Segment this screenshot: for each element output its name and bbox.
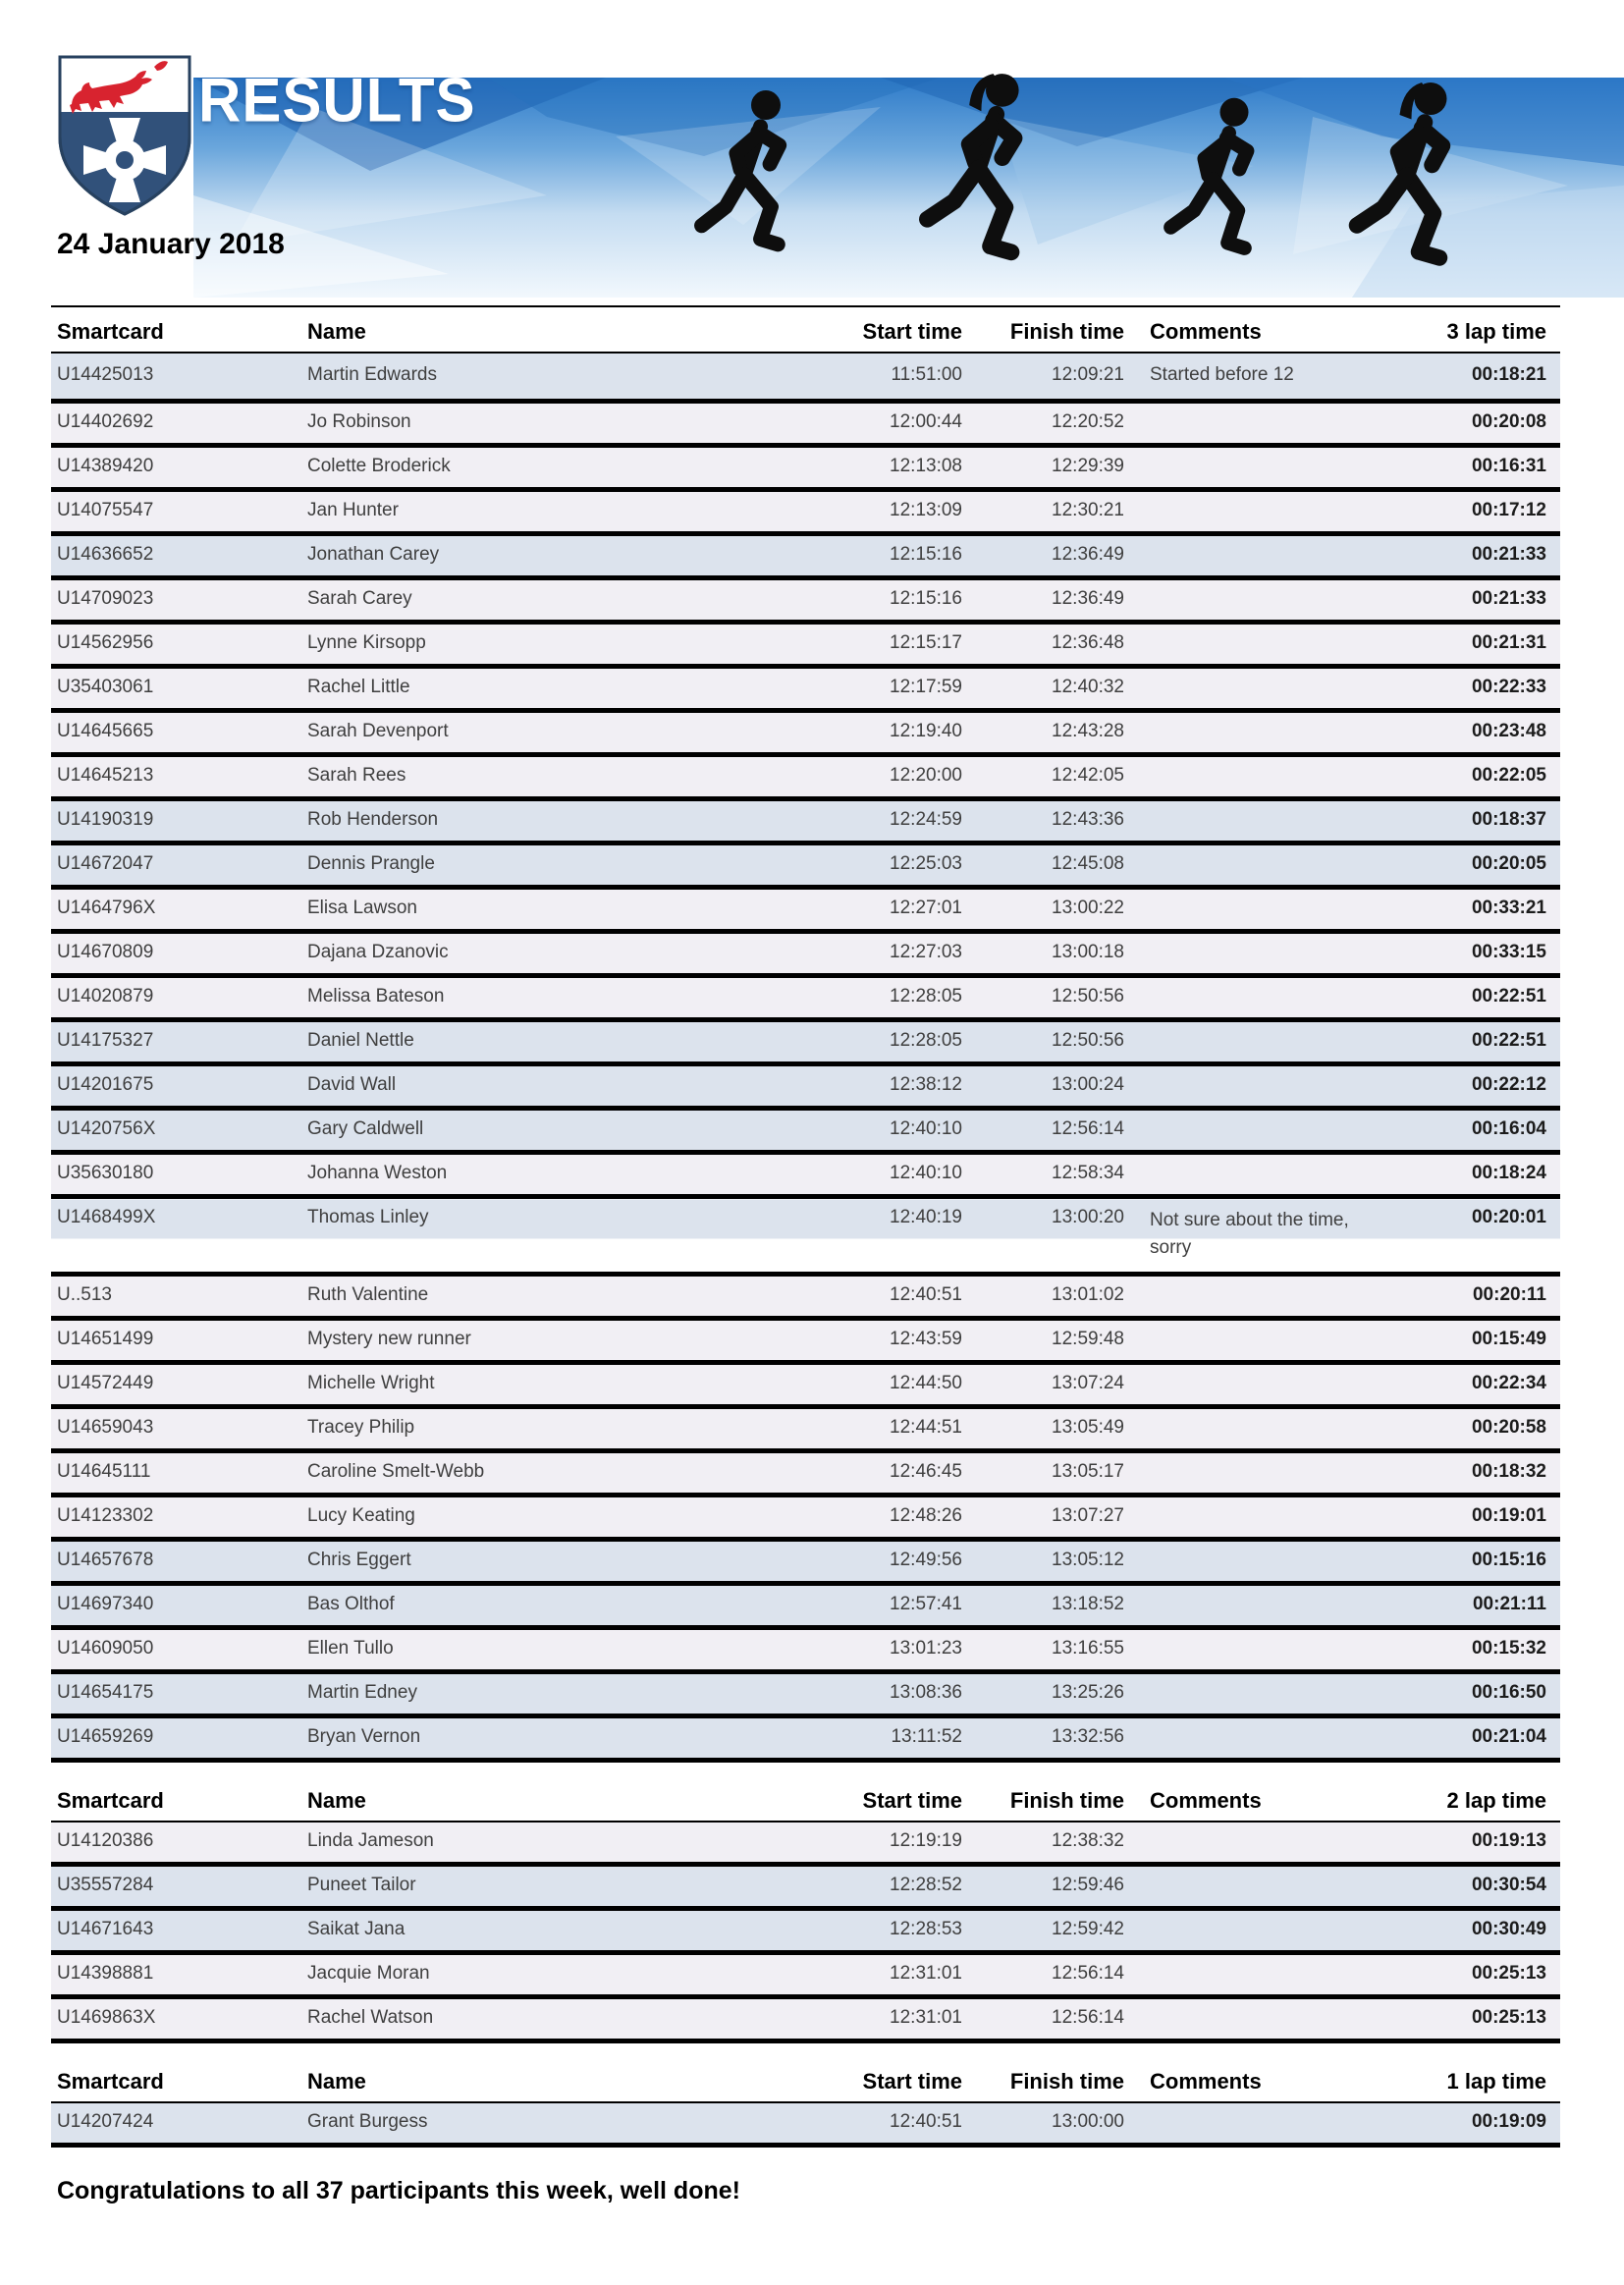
comment-cell: Not sure about the time, sorry: [1124, 1197, 1404, 1275]
finish-time-cell: 12:36:49: [1052, 544, 1124, 565]
start-time-cell: 12:38:12: [890, 1074, 962, 1095]
column-header: Comments: [1124, 306, 1404, 353]
finish-time-cell: 12:30:21: [1052, 500, 1124, 520]
lap-time-cell: 00:25:13: [1471, 1963, 1546, 1984]
start-time-cell: 12:44:50: [890, 1373, 962, 1393]
finish-time-cell: 12:43:36: [1052, 809, 1124, 830]
comment-cell: [1124, 1275, 1404, 1319]
lap-time-cell: 00:25:13: [1471, 2007, 1546, 2028]
table-header-row: [51, 2063, 1560, 2102]
lap-time-cell: 00:21:33: [1471, 588, 1546, 609]
lap-time-cell: 00:20:01: [1404, 1197, 1560, 1275]
table-row: [51, 799, 1560, 843]
comment-cell: [1124, 1363, 1404, 1407]
start-time-cell: 12:40:19: [842, 1197, 962, 1275]
lap-time-cell: 00:21:31: [1471, 632, 1546, 653]
table-row: [51, 1953, 1560, 1997]
page-title: RESULTS: [198, 66, 476, 136]
comment-cell: [1124, 1953, 1404, 1997]
name-cell: Daniel Nettle: [307, 1030, 414, 1051]
finish-time-cell: 13:16:55: [1052, 1638, 1124, 1659]
smartcard-cell: U14659043: [57, 1417, 154, 1438]
column-header: Finish time: [962, 1782, 1124, 1822]
name-cell: David Wall: [307, 1074, 397, 1095]
column-header: Smartcard: [51, 2063, 307, 2102]
finish-time-cell: 13:18:52: [1052, 1594, 1124, 1614]
name-cell: Sarah Carey: [307, 588, 412, 609]
lap-time-cell: 00:33:21: [1471, 898, 1546, 918]
lap-time-cell: 00:30:54: [1471, 1875, 1546, 1895]
finish-time-cell: 12:50:56: [1052, 1030, 1124, 1051]
start-time-cell: 12:19:40: [890, 721, 962, 741]
comment-cell: [1124, 1628, 1404, 1672]
start-time-cell: 12:49:56: [890, 1550, 962, 1570]
comment-cell: [1124, 1865, 1404, 1909]
start-time-cell: 12:15:16: [890, 544, 962, 565]
column-header: Start time: [842, 2063, 962, 2102]
name-cell: Jan Hunter: [307, 500, 399, 520]
table-row: [51, 1363, 1560, 1407]
lap-time-cell: 00:15:16: [1471, 1550, 1546, 1570]
lap-time-cell: 00:20:11: [1472, 1284, 1546, 1305]
table-row: [51, 1540, 1560, 1584]
congratulations-message: Congratulations to all 37 participants this week, well done!: [57, 2177, 740, 2204]
start-time-cell: 12:15:17: [890, 632, 962, 653]
name-cell: Linda Jameson: [307, 1830, 434, 1851]
column-header: Smartcard: [51, 1782, 307, 1822]
table-row: [51, 1451, 1560, 1496]
comment-cell: Started before 12: [1150, 364, 1294, 385]
comment-cell: [1124, 1020, 1404, 1064]
start-time-cell: 12:31:01: [890, 1963, 962, 1984]
finish-time-cell: 13:07:24: [1052, 1373, 1124, 1393]
name-cell: Jo Robinson: [307, 411, 411, 432]
finish-time-cell: 12:45:08: [1052, 853, 1124, 874]
table-row: [51, 1909, 1560, 1953]
finish-time-cell: 12:58:34: [1052, 1163, 1124, 1183]
smartcard-cell: U14402692: [57, 411, 154, 432]
start-time-cell: 12:13:09: [890, 500, 962, 520]
smartcard-cell: U14654175: [57, 1682, 154, 1703]
comment-cell: [1124, 534, 1404, 578]
comment-cell: [1124, 1109, 1404, 1153]
finish-time-cell: 12:29:39: [1052, 456, 1124, 476]
table-row: [51, 1407, 1560, 1451]
smartcard-cell: U14075547: [57, 500, 154, 520]
smartcard-cell: U14120386: [57, 1830, 154, 1851]
comment-cell: [1124, 711, 1404, 755]
smartcard-cell: U14207424: [57, 2111, 154, 2132]
finish-time-cell: 13:00:18: [1052, 942, 1124, 962]
finish-time-cell: 12:43:28: [1052, 721, 1124, 741]
smartcard-cell: U14697340: [57, 1594, 154, 1614]
column-header: Name: [307, 1782, 842, 1822]
table-row: [51, 1064, 1560, 1109]
comment-cell: [1124, 1584, 1404, 1628]
finish-time-cell: 13:25:26: [1052, 1682, 1124, 1703]
smartcard-cell: U14020879: [57, 986, 154, 1006]
name-cell: Ruth Valentine: [307, 1284, 429, 1305]
lap-time-cell: 00:20:08: [1471, 411, 1546, 432]
start-time-cell: 13:08:36: [890, 1682, 962, 1703]
table-row: [51, 843, 1560, 888]
comment-cell: [1124, 843, 1404, 888]
smartcard-cell: U..513: [57, 1284, 112, 1305]
finish-time-cell: 12:36:48: [1052, 632, 1124, 653]
table-row: [51, 888, 1560, 932]
table-row: [51, 1197, 1560, 1275]
table-row: [51, 1153, 1560, 1197]
finish-time-cell: 12:59:46: [1052, 1875, 1124, 1895]
column-header: Comments: [1124, 1782, 1404, 1822]
lap-time-cell: 00:18:21: [1471, 364, 1546, 385]
smartcard-cell: U14389420: [57, 456, 154, 476]
name-cell: Jonathan Carey: [307, 544, 440, 565]
finish-time-cell: 13:00:22: [1052, 898, 1124, 918]
start-time-cell: 12:31:01: [890, 2007, 962, 2028]
lap-time-cell: 00:18:24: [1471, 1163, 1546, 1183]
comment-cell: [1124, 623, 1404, 667]
comment-cell: [1124, 402, 1404, 446]
smartcard-cell: U14190319: [57, 809, 154, 830]
comment-cell: [1124, 1540, 1404, 1584]
table-row: [51, 446, 1560, 490]
name-cell: Rob Henderson: [307, 809, 439, 830]
smartcard-cell: U1464796X: [57, 898, 156, 918]
table-row: [51, 490, 1560, 534]
start-time-cell: 12:48:26: [890, 1505, 962, 1526]
lap-time-cell: 00:20:05: [1471, 853, 1546, 874]
column-header: Smartcard: [51, 306, 307, 353]
table-header-row: [51, 1782, 1560, 1822]
lap-time-cell: 00:18:37: [1471, 809, 1546, 830]
lap-time-column-header: 1 lap time: [1404, 2063, 1560, 2102]
name-cell: Jacquie Moran: [307, 1963, 430, 1984]
comment-cell: [1124, 755, 1404, 799]
lap-time-cell: 00:23:48: [1471, 721, 1546, 741]
name-cell: Bryan Vernon: [307, 1726, 421, 1747]
table-row: [51, 1672, 1560, 1716]
finish-time-cell: 12:40:32: [1052, 677, 1124, 697]
finish-time-cell: 13:07:27: [1052, 1505, 1124, 1526]
comment-cell: [1124, 932, 1404, 976]
lap-time-cell: 00:19:09: [1471, 2111, 1546, 2132]
name-cell: Dajana Dzanovic: [307, 942, 449, 962]
table-row: [51, 1020, 1560, 1064]
name-cell: Dennis Prangle: [307, 853, 435, 874]
lap-time-cell: 00:16:04: [1471, 1118, 1546, 1139]
comment-cell: [1124, 1064, 1404, 1109]
runner-icon: [903, 61, 1068, 297]
runner-icon: [1333, 69, 1495, 302]
comment-cell: [1124, 2102, 1404, 2146]
table-row: [51, 1496, 1560, 1540]
runner-icon: [1149, 90, 1291, 287]
lap-time-cell: 00:19:13: [1471, 1830, 1546, 1851]
smartcard-cell: U14572449: [57, 1373, 154, 1393]
lap-time-cell: 00:30:49: [1471, 1919, 1546, 1939]
smartcard-cell: U14425013: [57, 364, 154, 385]
start-time-cell: 12:40:51: [890, 2111, 962, 2132]
finish-time-cell: 13:05:12: [1052, 1550, 1124, 1570]
results-content: [51, 305, 1560, 2205]
lap-time-cell: 00:22:12: [1471, 1074, 1546, 1095]
lap-time-cell: 00:22:33: [1471, 677, 1546, 697]
start-time-cell: 12:20:00: [890, 765, 962, 786]
comment-cell: [1124, 446, 1404, 490]
start-time-cell: 12:25:03: [890, 853, 962, 874]
name-cell: Chris Eggert: [307, 1550, 411, 1570]
start-time-cell: 12:40:10: [890, 1118, 962, 1139]
name-cell: Gary Caldwell: [307, 1118, 424, 1139]
comment-cell: [1124, 1997, 1404, 2041]
start-time-cell: 12:27:03: [890, 942, 962, 962]
table-row: [51, 578, 1560, 623]
name-cell: Martin Edney: [307, 1682, 417, 1703]
name-cell: Lynne Kirsopp: [307, 632, 426, 653]
lap-time-cell: 00:33:15: [1471, 942, 1546, 962]
start-time-cell: 12:27:01: [890, 898, 962, 918]
comment-cell: [1124, 578, 1404, 623]
smartcard-cell: U35630180: [57, 1163, 154, 1183]
lap-time-cell: 00:19:01: [1471, 1505, 1546, 1526]
club-crest-icon: [56, 53, 193, 218]
results-table-2-lap: [51, 1782, 1560, 2043]
start-time-cell: 12:28:52: [890, 1875, 962, 1895]
smartcard-cell: U14645111: [57, 1461, 151, 1482]
smartcard-cell: U14123302: [57, 1505, 154, 1526]
lap-time-cell: 00:22:05: [1471, 765, 1546, 786]
lap-time-cell: 00:16:50: [1471, 1682, 1546, 1703]
smartcard-cell: U14672047: [57, 853, 154, 874]
column-header: Finish time: [962, 306, 1124, 353]
name-cell: Melissa Bateson: [307, 986, 445, 1006]
smartcard-cell: U14671643: [57, 1919, 154, 1939]
column-header: Start time: [842, 1782, 962, 1822]
column-header: Finish time: [962, 2063, 1124, 2102]
name-cell: Saikat Jana: [307, 1919, 406, 1939]
name-cell: Bas Olthof: [307, 1594, 395, 1614]
smartcard-cell: U35557284: [57, 1875, 154, 1895]
smartcard-cell: U14201675: [57, 1074, 154, 1095]
start-time-cell: 12:00:44: [890, 411, 962, 432]
smartcard-cell: U14175327: [57, 1030, 154, 1051]
results-table-1-lap: [51, 2063, 1560, 2148]
finish-time-cell: 12:59:48: [1052, 1329, 1124, 1349]
column-header: Start time: [842, 306, 962, 353]
finish-time-cell: 12:50:56: [1052, 986, 1124, 1006]
name-cell: Puneet Tailor: [307, 1875, 416, 1895]
lap-time-cell: 00:17:12: [1471, 500, 1546, 520]
name-cell: Michelle Wright: [307, 1373, 435, 1393]
table-row: [51, 932, 1560, 976]
lap-time-cell: 00:22:34: [1471, 1373, 1546, 1393]
finish-time-cell: 13:05:49: [1052, 1417, 1124, 1438]
comment-cell: [1124, 1496, 1404, 1540]
lap-time-cell: 00:15:32: [1471, 1638, 1546, 1659]
lap-time-cell: 00:21:11: [1472, 1594, 1546, 1614]
name-cell: Mystery new runner: [307, 1329, 471, 1349]
results-table-3-lap: [51, 305, 1560, 1763]
name-cell: Sarah Rees: [307, 765, 406, 786]
smartcard-cell: U14659269: [57, 1726, 154, 1747]
start-time-cell: 12:43:59: [890, 1329, 962, 1349]
start-time-cell: 12:44:51: [890, 1417, 962, 1438]
smartcard-cell: U14645213: [57, 765, 154, 786]
finish-time-cell: 13:05:17: [1052, 1461, 1124, 1482]
start-time-cell: 13:11:52: [891, 1726, 962, 1747]
lap-time-cell: 00:21:04: [1471, 1726, 1546, 1747]
name-cell: Ellen Tullo: [307, 1638, 394, 1659]
comment-cell: [1124, 1672, 1404, 1716]
comment-cell: [1124, 1822, 1404, 1865]
runner-icon: [677, 83, 825, 285]
name-cell: Johanna Weston: [307, 1163, 448, 1183]
smartcard-cell: U14657678: [57, 1550, 154, 1570]
comment-cell: [1124, 1451, 1404, 1496]
comment-cell: [1124, 976, 1404, 1020]
table-row: [51, 353, 1560, 402]
lap-time-cell: 00:18:32: [1471, 1461, 1546, 1482]
table-row: [51, 711, 1560, 755]
start-time-cell: 11:51:00: [891, 364, 962, 385]
smartcard-cell: U1468499X: [51, 1197, 307, 1275]
finish-time-cell: 12:20:52: [1052, 411, 1124, 432]
smartcard-cell: U14562956: [57, 632, 154, 653]
finish-time-cell: 12:59:42: [1052, 1919, 1124, 1939]
name-cell: Colette Broderick: [307, 456, 451, 476]
smartcard-cell: U14636652: [57, 544, 154, 565]
lap-time-column-header: 2 lap time: [1404, 1782, 1560, 1822]
finish-time-cell: 13:00:00: [1052, 2111, 1124, 2132]
start-time-cell: 12:57:41: [890, 1594, 962, 1614]
finish-time-cell: 13:32:56: [1052, 1726, 1124, 1747]
table-row: [51, 2102, 1560, 2146]
start-time-cell: 12:28:05: [890, 986, 962, 1006]
name-cell: Rachel Little: [307, 677, 410, 697]
smartcard-cell: U14609050: [57, 1638, 154, 1659]
smartcard-cell: U14645665: [57, 721, 154, 741]
table-row: [51, 1319, 1560, 1363]
name-cell: Sarah Devenport: [307, 721, 449, 741]
smartcard-cell: U35403061: [57, 677, 154, 697]
comment-cell: [1124, 1716, 1404, 1761]
finish-time-cell: 12:56:14: [1052, 2007, 1124, 2028]
table-row: [51, 1275, 1560, 1319]
table-row: [51, 1584, 1560, 1628]
column-header: Name: [307, 2063, 842, 2102]
start-time-cell: 12:15:16: [890, 588, 962, 609]
smartcard-cell: U14709023: [57, 588, 154, 609]
name-cell: Elisa Lawson: [307, 898, 417, 918]
start-time-cell: 12:46:45: [890, 1461, 962, 1482]
smartcard-cell: U14398881: [57, 1963, 154, 1984]
start-time-cell: 12:24:59: [890, 809, 962, 830]
name-cell: Rachel Watson: [307, 2007, 434, 2028]
comment-cell: [1124, 1319, 1404, 1363]
name-cell: Lucy Keating: [307, 1505, 415, 1526]
lap-time-cell: 00:22:51: [1471, 986, 1546, 1006]
table-row: [51, 667, 1560, 711]
event-date: 24 January 2018: [57, 228, 285, 260]
comment-cell: [1124, 667, 1404, 711]
finish-time-cell: 13:00:20: [962, 1197, 1124, 1275]
finish-time-cell: 12:42:05: [1052, 765, 1124, 786]
lap-time-cell: 00:16:31: [1471, 456, 1546, 476]
table-row: [51, 1997, 1560, 2041]
comment-cell: [1124, 888, 1404, 932]
start-time-cell: 13:01:23: [890, 1638, 962, 1659]
comment-cell: [1124, 1153, 1404, 1197]
table-row: [51, 976, 1560, 1020]
comment-cell: [1124, 799, 1404, 843]
table-row: [51, 1628, 1560, 1672]
table-row: [51, 402, 1560, 446]
comment-cell: [1124, 1407, 1404, 1451]
smartcard-cell: U14670809: [57, 942, 154, 962]
lap-time-column-header: 3 lap time: [1404, 306, 1560, 353]
comment-cell: [1124, 1909, 1404, 1953]
finish-time-cell: 13:00:24: [1052, 1074, 1124, 1095]
name-cell: Thomas Linley: [307, 1197, 842, 1275]
finish-time-cell: 12:56:14: [1052, 1118, 1124, 1139]
smartcard-cell: U1420756X: [57, 1118, 156, 1139]
name-cell: Caroline Smelt-Webb: [307, 1461, 485, 1482]
start-time-cell: 12:28:05: [890, 1030, 962, 1051]
table-header-row: [51, 306, 1560, 353]
start-time-cell: 12:13:08: [890, 456, 962, 476]
lap-time-cell: 00:20:58: [1471, 1417, 1546, 1438]
column-header: Name: [307, 306, 842, 353]
start-time-cell: 12:40:51: [890, 1284, 962, 1305]
table-row: [51, 1109, 1560, 1153]
table-row: [51, 1865, 1560, 1909]
finish-time-cell: 13:01:02: [1052, 1284, 1124, 1305]
start-time-cell: 12:40:10: [890, 1163, 962, 1183]
start-time-cell: 12:17:59: [890, 677, 962, 697]
table-row: [51, 1822, 1560, 1865]
lap-time-cell: 00:21:33: [1471, 544, 1546, 565]
column-header: Comments: [1124, 2063, 1404, 2102]
name-cell: Martin Edwards: [307, 364, 437, 385]
name-cell: Tracey Philip: [307, 1417, 415, 1438]
finish-time-cell: 12:56:14: [1052, 1963, 1124, 1984]
finish-time-cell: 12:36:49: [1052, 588, 1124, 609]
lap-time-cell: 00:15:49: [1471, 1329, 1546, 1349]
smartcard-cell: U14651499: [57, 1329, 154, 1349]
finish-time-cell: 12:09:21: [1052, 364, 1124, 385]
table-row: [51, 1716, 1560, 1761]
start-time-cell: 12:19:19: [890, 1830, 962, 1851]
finish-time-cell: 12:38:32: [1052, 1830, 1124, 1851]
lap-time-cell: 00:22:51: [1471, 1030, 1546, 1051]
table-row: [51, 534, 1560, 578]
name-cell: Grant Burgess: [307, 2111, 428, 2132]
table-row: [51, 755, 1560, 799]
comment-cell: [1124, 490, 1404, 534]
smartcard-cell: U1469863X: [57, 2007, 156, 2028]
table-row: [51, 623, 1560, 667]
start-time-cell: 12:28:53: [890, 1919, 962, 1939]
